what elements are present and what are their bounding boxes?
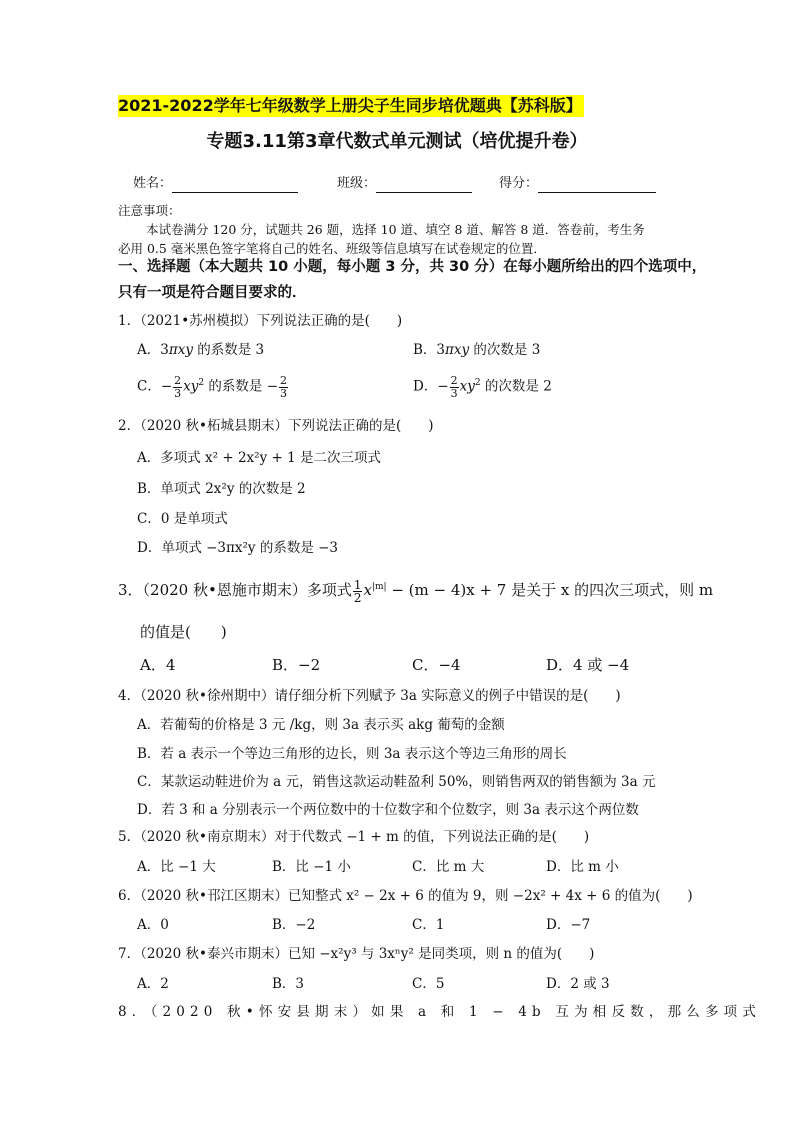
q7-option-d[interactable]: D．2 或 3 bbox=[546, 976, 610, 992]
q4-option-a[interactable]: A．若葡萄的价格是 3 元 /kg，则 3a 表示买 akg 葡萄的金额 bbox=[137, 717, 505, 733]
q3-stem bbox=[118, 577, 713, 604]
q4-stem: 4．（2020 秋•徐州期中）请仔细分析下列赋予 3a 实际意义的例子中错误的是( ) bbox=[118, 688, 621, 704]
q1-d-var: xy bbox=[459, 378, 475, 395]
name-label: 姓名： bbox=[133, 176, 173, 191]
q1-option-d[interactable] bbox=[413, 373, 552, 400]
series-highlight bbox=[118, 95, 584, 117]
q2-option-c[interactable]: C．0 是单项式 bbox=[137, 511, 228, 527]
q6-stem: 6．（2020 秋•邗江区期末）已知整式 x² − 2x + 6 的值为 9，则 −2x² + 4x + 6 的值为( ) bbox=[118, 888, 693, 904]
notice-line-1: 本试卷满分 120 分，试题共 26 题，选择 10 道、填空 8 道、解答 8 道．答卷前，考生务 bbox=[146, 222, 645, 237]
class-label: 班级： bbox=[337, 176, 377, 191]
q1-c-var: xy bbox=[183, 378, 199, 395]
q7-option-a[interactable]: A．2 bbox=[137, 976, 169, 992]
q5-option-a[interactable]: A．比 −1 大 bbox=[137, 859, 216, 875]
series-title: 2021-2022学年七年级数学上册尖子生同步培优题典【苏科版】 bbox=[118, 96, 582, 115]
score-label: 得分： bbox=[499, 176, 539, 191]
q1-c-text: 的系数是 − bbox=[204, 378, 279, 395]
q7-option-b[interactable]: B．3 bbox=[272, 976, 305, 992]
frac-num: 2 bbox=[280, 373, 288, 387]
name-blank[interactable] bbox=[172, 178, 298, 193]
q6-option-c[interactable]: C．1 bbox=[412, 917, 445, 933]
q1-c-exp: 2 bbox=[198, 378, 205, 388]
q1-d-fraction bbox=[450, 375, 459, 400]
frac-den: 3 bbox=[280, 386, 288, 400]
q6-option-b[interactable]: B．−2 bbox=[272, 917, 316, 933]
frac-den: 2 bbox=[353, 590, 362, 605]
q1-a-prefix: A．3 bbox=[137, 342, 169, 358]
q1-option-b[interactable] bbox=[413, 340, 540, 360]
q1-d-text: 的次数是 2 bbox=[480, 378, 552, 395]
q6-option-a[interactable]: A．0 bbox=[137, 917, 169, 933]
q5-stem: 5．（2020 秋•南京期末）对于代数式 −1 + m 的值，下列说法正确的是( ) bbox=[118, 829, 590, 845]
q5-option-b[interactable]: B．比 −1 小 bbox=[272, 859, 351, 875]
q2-stem: 2．（2020 秋•柘城县期末）下列说法正确的是( ) bbox=[118, 418, 434, 434]
q3-option-a[interactable]: A．4 bbox=[140, 656, 176, 674]
q4-option-d[interactable]: D．若 3 和 a 分别表示一个两位数中的十位数字和个位数字，则 3a 表示这个两位数 bbox=[137, 802, 639, 818]
q1-option-c[interactable] bbox=[137, 373, 289, 400]
q5-option-c[interactable]: C．比 m 大 bbox=[412, 859, 485, 875]
q2-option-a[interactable]: A．多项式 x² + 2x²y + 1 是二次三项式 bbox=[137, 450, 381, 466]
frac-num: 2 bbox=[174, 373, 182, 387]
frac-num: 1 bbox=[353, 577, 362, 592]
q1-a-text: 的系数是 3 bbox=[192, 342, 265, 358]
q3-option-c[interactable]: C．−4 bbox=[412, 656, 461, 674]
class-field[interactable] bbox=[337, 175, 472, 193]
frac-den: 3 bbox=[174, 386, 182, 400]
name-field[interactable] bbox=[133, 175, 298, 193]
q6-option-d[interactable]: D．−7 bbox=[546, 917, 591, 933]
q1-d-exp: 2 bbox=[474, 378, 481, 388]
q7-stem: 7．（2020 秋•泰兴市期末）已知 −x²y³ 与 3xⁿy² 是同类项，则 n 的值为( ) bbox=[118, 946, 595, 962]
q1-a-math: πxy bbox=[168, 342, 193, 358]
q3-exp: |m| bbox=[371, 582, 387, 592]
q3-stem-2: 的值是( ) bbox=[140, 623, 227, 641]
q1-stem: 1．（2021•苏州模拟）下列说法正确的是( ) bbox=[118, 313, 403, 329]
q1-option-a[interactable] bbox=[137, 340, 264, 360]
q2-option-d[interactable]: D．单项式 −3πx²y 的系数是 −3 bbox=[137, 540, 339, 556]
q1-c-fraction bbox=[173, 375, 182, 400]
q3-stem-post: − (m − 4)x + 7 是关于 x 的四次三项式，则 m bbox=[386, 581, 714, 599]
class-blank[interactable] bbox=[376, 178, 472, 193]
page-title: 专题3.11第3章代数式单元测试（培优提升卷） bbox=[206, 131, 588, 152]
q3-var: x bbox=[363, 581, 372, 599]
q1-c-fraction-2 bbox=[279, 375, 288, 400]
q1-b-prefix: B．3 bbox=[413, 342, 446, 358]
q1-c-prefix: C．− bbox=[137, 378, 173, 395]
q3-option-d[interactable]: D．4 或 −4 bbox=[546, 656, 630, 674]
notice-heading: 注意事项： bbox=[118, 203, 181, 218]
section-heading-1: 一、选择题（本大题共 10 小题，每小题 3 分，共 30 分）在每小题所给出的四个选项中， bbox=[118, 259, 707, 275]
q3-option-b[interactable]: B．−2 bbox=[272, 656, 321, 674]
q1-b-math: πxy bbox=[445, 342, 470, 358]
frac-den: 3 bbox=[450, 386, 458, 400]
q8-stem: 8．（2020 秋•怀安县期末）如果 a 和 1 − 4b 互为相反数，那么多项式 bbox=[118, 1004, 762, 1020]
q3-fraction bbox=[353, 579, 363, 604]
q7-option-c[interactable]: C．5 bbox=[412, 976, 445, 992]
notice-line-2: 必用 0.5 毫米黑色签字笔将自己的姓名、班级等信息填写在试卷规定的位置． bbox=[118, 241, 546, 256]
frac-num: 2 bbox=[450, 373, 458, 387]
q1-b-text: 的次数是 3 bbox=[469, 342, 541, 358]
q4-option-b[interactable]: B．若 a 表示一个等边三角形的边长，则 3a 表示这个等边三角形的周长 bbox=[137, 746, 567, 762]
q1-d-prefix: D．− bbox=[413, 378, 449, 395]
q2-option-b[interactable]: B．单项式 2x²y 的次数是 2 bbox=[137, 481, 306, 497]
score-blank[interactable] bbox=[538, 178, 656, 193]
score-field[interactable] bbox=[499, 175, 656, 193]
q3-stem-pre: 3．（2020 秋•恩施市期末）多项式 bbox=[118, 581, 352, 599]
q5-option-d[interactable]: D．比 m 小 bbox=[546, 859, 619, 875]
q4-option-c[interactable]: C．某款运动鞋进价为 a 元，销售这款运动鞋盈利 50%，则销售两双的销售额为 3a 元 bbox=[137, 774, 656, 790]
section-heading-2: 只有一项是符合题目要求的． bbox=[118, 285, 307, 301]
